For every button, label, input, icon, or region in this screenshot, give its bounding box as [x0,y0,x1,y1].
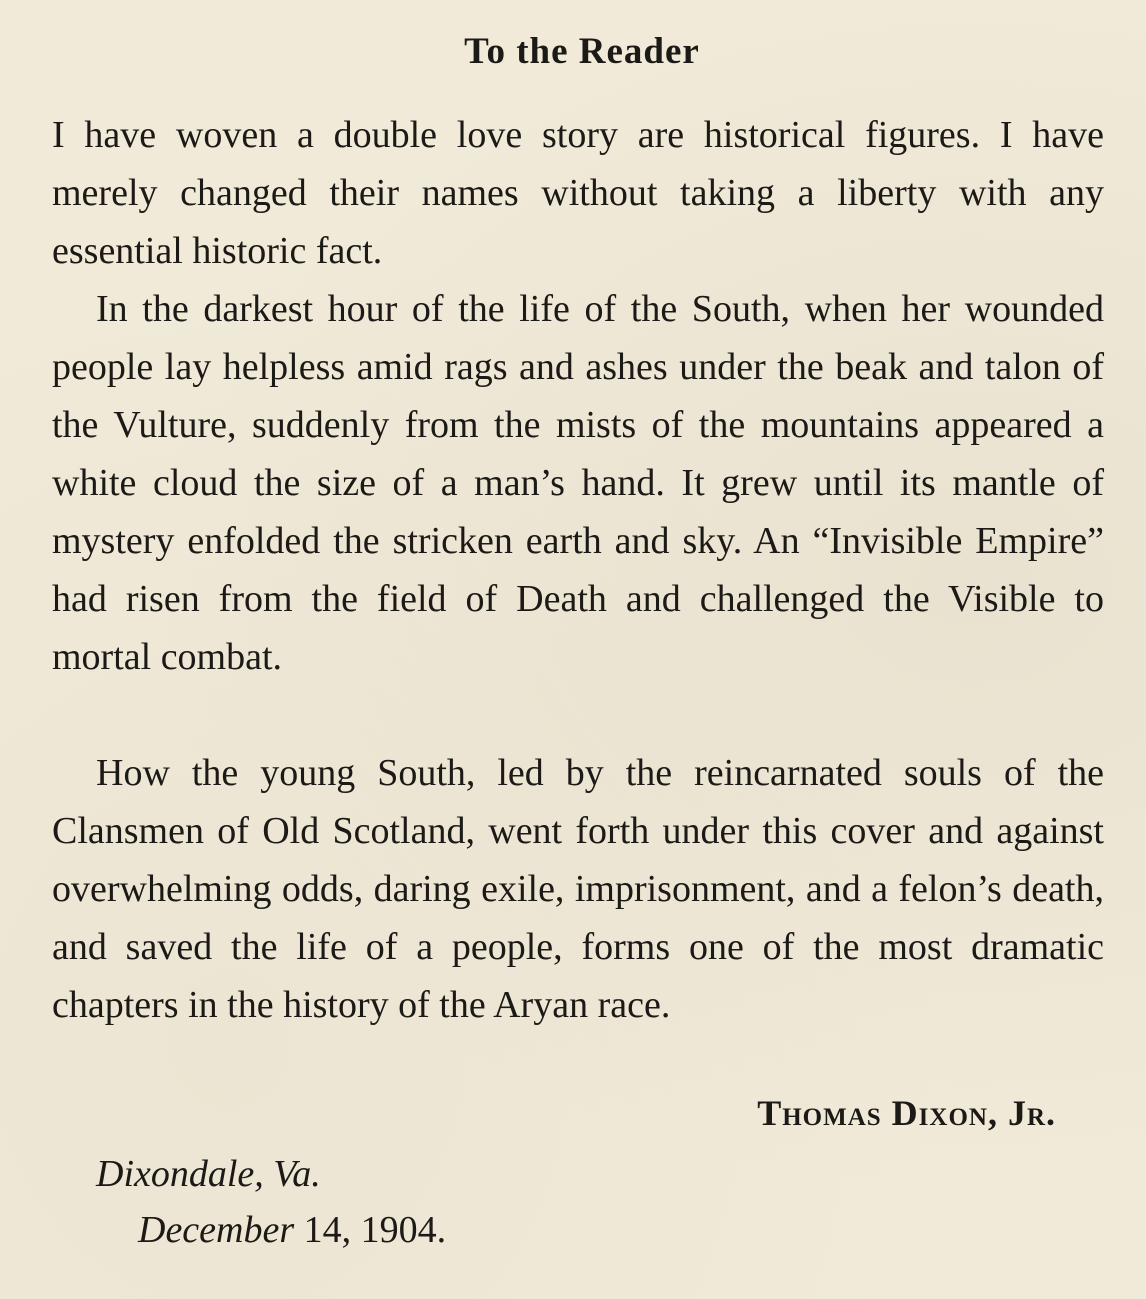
date-day-year: 14, 1904. [303,1209,447,1251]
author-signature: Thomas Dixon, Jr. [757,1093,1056,1133]
paragraph-1: I have woven a double love story are historical figures. I have merely changed their names without taking a liberty with any essential historic fact. [52,114,1104,272]
place-line: Dixondale, Va. [96,1153,321,1195]
date-month: December [138,1209,295,1251]
page-title: To the Reader [464,31,700,72]
date-line [138,1208,446,1252]
paragraph-2: In the darkest hour of the life of the South, when her wounded people lay helpless amid rags and ashes under the beak and talon of the Vulture, suddenly from the mists of the mountains appeared a white cloud the size of a man’s hand. It grew until its mantle of mystery enfolded the stricken earth and sky. An “Invisible Empire” had risen from the field of Death and challenged the Visible to mortal combat. [52,288,1104,678]
paragraph-3: How the young South, led by the reincarnated souls of the Clansmen of Old Scotland, went forth under this cover and against overwhelming odds, daring exile, imprisonment, and a felon’s death, and saved the life of a people, forms one of the most dramatic chapters in the history of the Aryan race. [52,752,1104,1026]
